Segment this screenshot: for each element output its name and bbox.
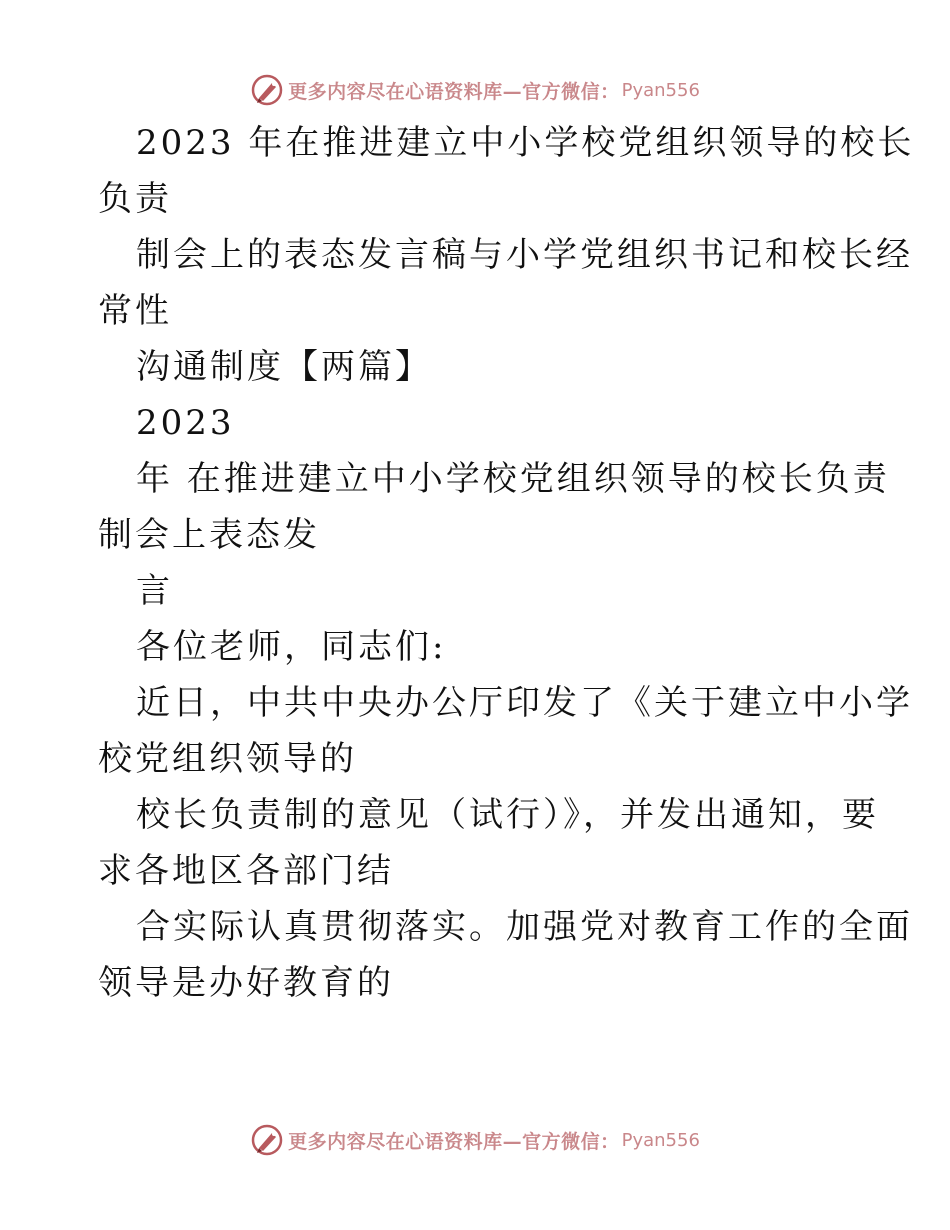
- header-banner: [0, 70, 950, 110]
- text-line: 2023 年在推进建立中小学校党组织领导的校长: [136, 123, 915, 163]
- document-body: [98, 115, 915, 1011]
- footer-banner: [0, 1120, 950, 1160]
- text-line: 言: [136, 571, 173, 611]
- text-line: 负责: [98, 179, 172, 219]
- text-line: 校长负责制的意见（试行）》，并发出通知，要: [136, 795, 879, 835]
- text-line: 制会上的表态发言稿与小学党组织书记和校长经: [136, 235, 913, 275]
- banner-contact: Pyan556: [621, 79, 700, 101]
- text-line: 常性: [98, 291, 172, 331]
- text-line: 合实际认真贯彻落实。加强党对教育工作的全面: [136, 907, 913, 947]
- banner-text: 更多内容尽在心语资料库—官方微信：: [288, 1130, 620, 1153]
- text-line: 各位老师，同志们:: [136, 627, 447, 667]
- text-line: 沟通制度【两篇】: [136, 347, 432, 387]
- banner-contact: Pyan556: [621, 1129, 700, 1151]
- banner-text: 更多内容尽在心语资料库—官方微信：: [288, 80, 620, 103]
- text-line: 制会上表态发: [98, 515, 320, 555]
- text-line: 2023: [136, 403, 235, 443]
- text-line: 校党组织领导的: [98, 739, 357, 779]
- text-line: 近日，中共中央办公厅印发了《关于建立中小学: [136, 683, 913, 723]
- pen-logo-icon: [250, 73, 284, 107]
- pen-logo-icon: [250, 1123, 284, 1157]
- text-line: 领导是办好教育的: [98, 963, 394, 1003]
- text-line: 求各地区各部门结: [98, 851, 394, 891]
- text-line: 年 在推进建立中小学校党组织领导的校长负责: [136, 459, 890, 499]
